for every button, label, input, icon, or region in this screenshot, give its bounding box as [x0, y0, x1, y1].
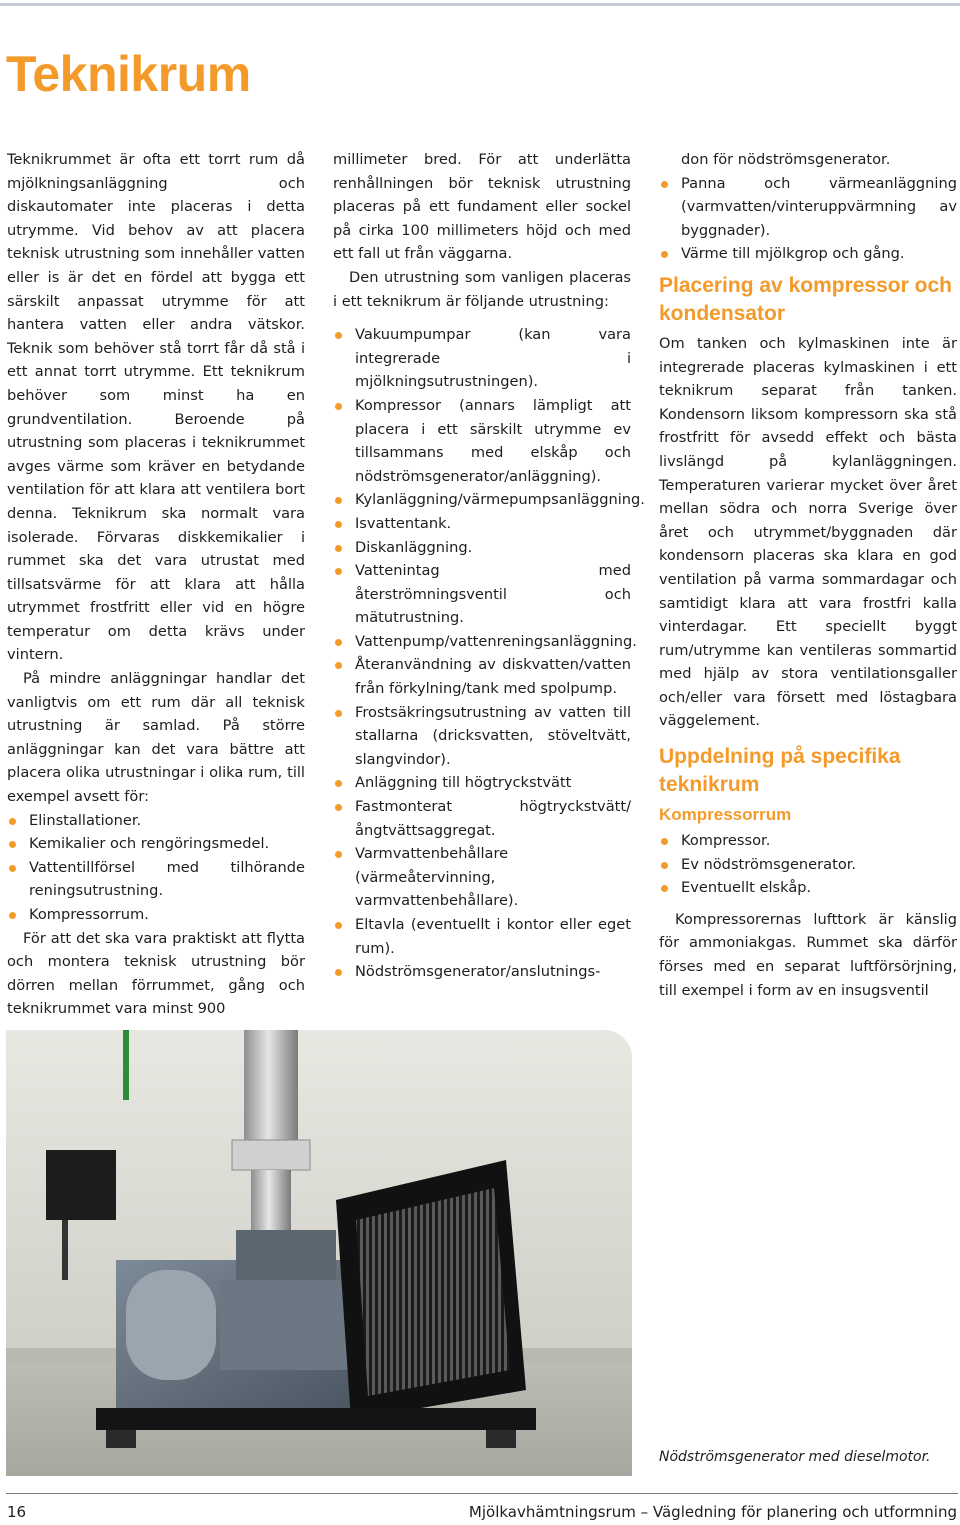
- list-item: Vattenpump/vattenreningsanläggning.: [333, 630, 631, 654]
- exhaust-pipe: [244, 1030, 298, 1150]
- bullet-list: [659, 172, 957, 266]
- bullet-list: [333, 323, 645, 984]
- column-2: [333, 148, 645, 984]
- list-item: Diskanläggning.: [333, 536, 631, 560]
- paragraph: Om tanken och kylmaskinen inte är integrerade placeras kylmaskinen i ett teknikrum separat från tanken. Kondensorn liksom kompressorn ska stå frostfritt för avsedd effekt och bästa livslängd på kylanläggningen. Temperaturen varierar mycket över året mellan södra och norra Sverige över året och utrymmet/byggnaden där kondensorn placeras ska klara en god ventilation på varma sommardagar och samtidigt klara att vara frostfri kalla vinterdagar. Ett speciellt byggt rum/utrymme kan ventileras sommartid med hjälp av stora ventilationsgaller och/eller vara försett med löstagbara väggelement.: [659, 334, 957, 730]
- list-item: Frostsäkringsutrustning av vatten till stallarna (dricksvatten, stöveltvätt, slangvindor).: [333, 701, 631, 772]
- page-title: Teknikrum: [6, 46, 251, 102]
- generator-illustration: [6, 1030, 632, 1476]
- radiator-grill: [356, 1188, 510, 1396]
- list-item: Återanvändning av diskvatten/vatten från förkylning/tank med spolpump.: [333, 653, 631, 700]
- list-item: Vakuumpumpar (kan vara integrerade i mjölkningsutrustningen).: [333, 323, 631, 394]
- section-heading: Placering av kompressor och kondensator: [659, 273, 952, 325]
- list-item: Kylanläggning/värmepumpsanläggning.: [333, 488, 631, 512]
- top-rule: [0, 3, 960, 6]
- list-item: Eventuellt elskåp.: [659, 876, 957, 900]
- generator-photo: [6, 1030, 632, 1476]
- list-item: don för nödströmsgenerator.: [681, 151, 891, 168]
- column-3: [659, 148, 957, 1002]
- paragraph: millimeter bred. För att underlätta renhållningen bör teknisk utrustning placeras på ett fundament eller sockel på cirka 100 millimeters höjd och med ett fall ut från väggarna.: [333, 151, 631, 263]
- list-item: Värme till mjölkgrop och gång.: [659, 242, 957, 266]
- list-item: Ev nödströmsgenerator.: [659, 853, 957, 877]
- bullet-list-continued: [659, 148, 957, 172]
- list-item: Nödströmsgenerator/anslutnings-: [333, 960, 631, 984]
- page-number: 16: [7, 1503, 27, 1521]
- bullet-list: [7, 809, 305, 927]
- paragraph: För att det ska vara praktiskt att flytta och montera teknisk utrustning bör dörren mellan förrummet, gång och teknikrummet vara minst 900: [7, 929, 305, 1018]
- list-item: Varmvattenbehållare (värmeåtervinning, varmvattenbehållare).: [333, 842, 631, 913]
- list-item: Elinstallationer.: [7, 809, 305, 833]
- paragraph: Kompressorernas lufttork är känslig för ammoniakgas. Rummet ska därför förses med en separat luftförsörjning, till exempel i form av en insugsventil: [659, 910, 957, 999]
- list-item: Vattentillförsel med tilhörande reningsutrustning.: [7, 856, 305, 903]
- subsection-heading: Kompressorrum: [659, 805, 792, 825]
- paragraph: Teknikrummet är ofta ett torrt rum då mjölkningsanläggning och diskautomater inte placeras i detta utrymme. Vid behov av att placera teknisk utrustning som innehåller vatten eller is är det en fördel att bygga ett särskilt anpassat utrymme för att hantera vatten eller andra vätskor. Teknik som behöver stå torrt får då stå i ett annat torrt utrymme. Ett teknikrum behöver som minst ha en grundventilation. Beroende på utrustning som placeras i teknikrummet avges värme som kräver en betydande ventilation för att klara att ventilera bort denna. Teknikrum ska normalt vara isolerade. Förvaras diskkemikalier i rummet ska det vara utrustat med tillsatsvärme för att klara att hålla utrymmet frostfritt eller vid en högre temperatur om detta krävs under vintern.: [7, 151, 305, 664]
- list-item: Kompressorrum.: [7, 903, 305, 927]
- electrical-box: [46, 1150, 116, 1220]
- list-item: Eltavla (eventuellt i kontor eller eget rum).: [333, 913, 631, 960]
- base-frame: [96, 1408, 536, 1430]
- list-item: Kompressor.: [659, 829, 957, 853]
- list-item: Panna och värmeanläggning (varmvatten/vinteruppvärmning av byggnader).: [659, 172, 957, 243]
- publication-title: Mjölkavhämtningsrum – Vägledning för planering och utformning: [468, 1503, 957, 1521]
- alternator: [126, 1270, 216, 1380]
- list-item: Fastmonterat högtryckstvätt/ångtvättsaggregat.: [333, 795, 631, 842]
- paragraph: På mindre anläggningar handlar det vanligtvis om ett rum där all teknisk utrustning är samlad. På större anläggningar kan det vara bättre att placera olika utrustningar i olika rum, till exempel avsett för:: [7, 670, 305, 806]
- list-item: Anläggning till högtryckstvätt: [333, 771, 631, 795]
- photo-caption: Nödströmsgenerator med dieselmotor.: [659, 1449, 931, 1465]
- section-heading: Uppdelning på specifika teknikrum: [659, 745, 901, 797]
- bullet-list: [659, 829, 957, 900]
- paragraph: Den utrustning som vanligen placeras i ett teknikrum är följande utrustning:: [333, 268, 631, 310]
- list-item: Vattenintag med återströmningsventil och mätutrustning.: [333, 559, 631, 630]
- list-item: Kompressor (annars lämpligt att placera i ett särskilt utrymme ev tillsammans med elskåp och nödströmsgenerator/anläggning).: [333, 394, 631, 488]
- column-1: [7, 148, 305, 1021]
- list-item: Isvattentank.: [333, 512, 631, 536]
- list-item: Kemikalier och rengöringsmedel.: [7, 832, 305, 856]
- footer-rule: [6, 1493, 958, 1494]
